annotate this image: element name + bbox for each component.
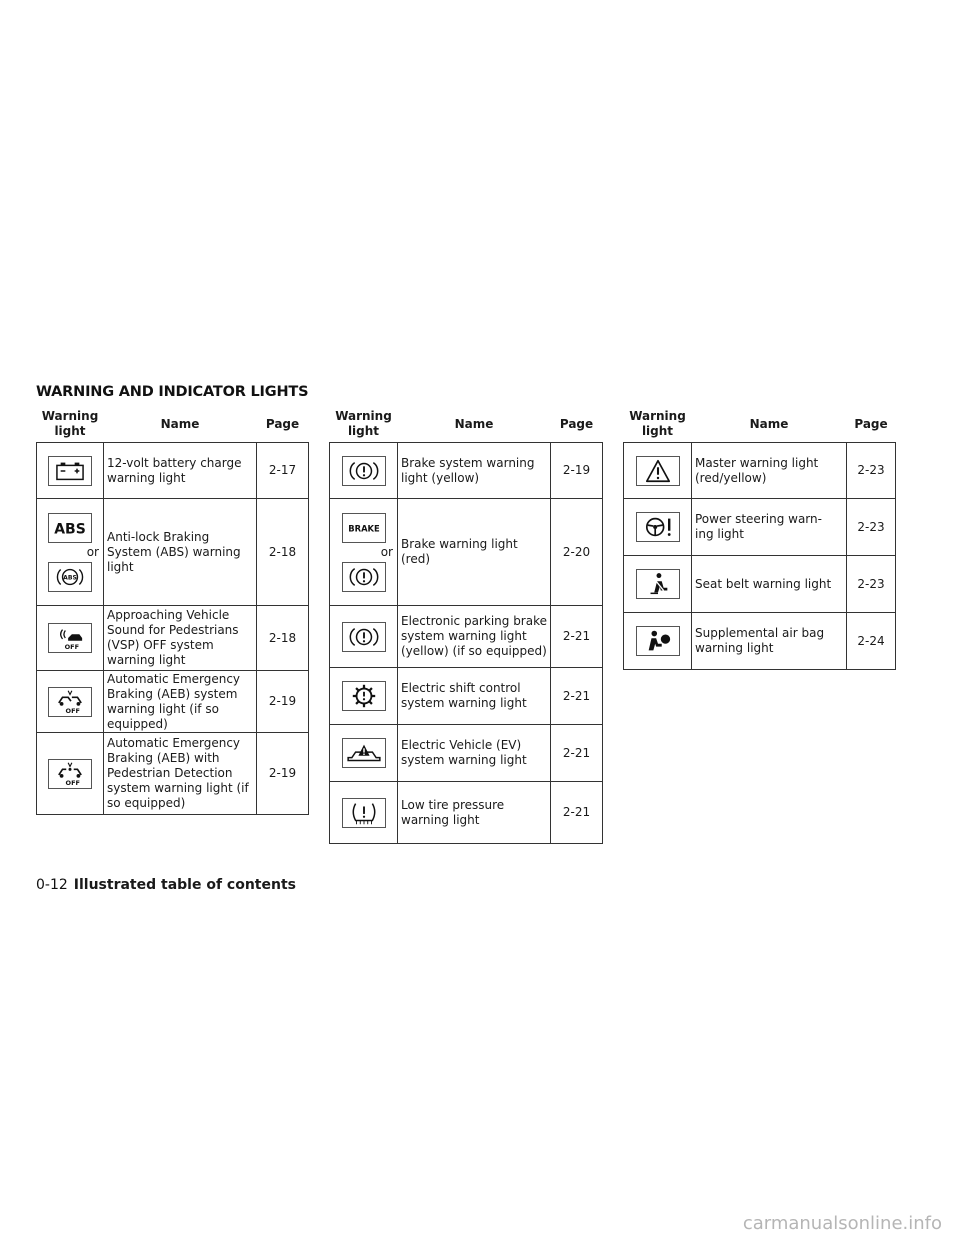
table-row (330, 606, 603, 668)
table-row (37, 443, 309, 499)
table-row (624, 443, 896, 499)
ev-car-icon (342, 738, 386, 768)
table-row (624, 556, 896, 613)
shift-gear-icon (342, 681, 386, 711)
row-page: 2-23 (847, 499, 896, 556)
table-row (37, 671, 309, 733)
row-page: 2-21 (551, 668, 603, 725)
row-name: Brake system warning light (yellow) (398, 443, 551, 499)
row-name: 12-volt battery charge warning light (104, 443, 257, 499)
parking-brake-icon (342, 622, 386, 652)
row-name: Master warning light (red/yellow) (692, 443, 847, 499)
row-name: Anti-lock Braking System (ABS) warning light (104, 499, 257, 606)
header-page: Page (257, 406, 309, 443)
row-page: 2-19 (257, 733, 309, 815)
row-page: 2-24 (847, 613, 896, 670)
section-title: WARNING AND INDICATOR LIGHTS (36, 384, 309, 400)
power-steering-icon (636, 512, 680, 542)
aeb-off-icon (48, 687, 92, 717)
or-label: or (380, 544, 393, 559)
row-name: Brake warning light (red) (398, 499, 551, 606)
header-name: Name (692, 406, 847, 443)
seat-belt-icon (636, 569, 680, 599)
row-page: 2-18 (257, 499, 309, 606)
brake-text-icon (342, 513, 386, 543)
header-name: Name (398, 406, 551, 443)
brake-circle-icon (342, 456, 386, 486)
table-row (37, 499, 309, 606)
aeb-pedestrian-off-icon (48, 759, 92, 789)
row-name: Approaching Vehicle Sound for Pedestrians (VSP) OFF system warning light (104, 606, 257, 671)
row-page: 2-19 (257, 671, 309, 733)
table-row (37, 733, 309, 815)
table-row (330, 499, 603, 606)
master-warning-icon (636, 456, 680, 486)
row-page: 2-21 (551, 606, 603, 668)
table-row (624, 499, 896, 556)
page-number: 0-12 (36, 877, 68, 893)
row-name: Power steering warn- ing light (692, 499, 847, 556)
battery-icon (48, 456, 92, 486)
row-name: Low tire pressure warning light (398, 782, 551, 844)
row-name: Supplemental air bag warning light (692, 613, 847, 670)
table-row (330, 782, 603, 844)
table-row (330, 443, 603, 499)
table-row (37, 606, 309, 671)
footer-title: Illustrated table of contents (73, 877, 296, 893)
abs-circle-icon (48, 562, 92, 592)
row-name: Seat belt warning light (692, 556, 847, 613)
header-page: Page (847, 406, 896, 443)
abs-circle-icon-text: ABS (63, 573, 77, 581)
aeb-off-icon-text: OFF (65, 706, 81, 715)
warning-lights-table-left (36, 406, 309, 815)
header-name: Name (104, 406, 257, 443)
brake-circle-icon (342, 562, 386, 592)
row-page: 2-18 (257, 606, 309, 671)
row-name: Automatic Emergency Braking (AEB) system warning light (if so equipped) (104, 671, 257, 733)
table-row (624, 613, 896, 670)
vsp-off-icon-text: OFF (64, 643, 80, 652)
air-bag-icon (636, 626, 680, 656)
row-page: 2-21 (551, 725, 603, 782)
watermark: carmanualsonline.info (742, 1213, 942, 1234)
header-warning-light: Warning light (330, 406, 398, 443)
row-name: Electric Vehicle (EV) system warning light (398, 725, 551, 782)
table-row (330, 668, 603, 725)
row-page: 2-23 (847, 443, 896, 499)
row-page: 2-17 (257, 443, 309, 499)
row-name: Automatic Emergency Braking (AEB) with Pedestrian Detection system warning light (if so equipped) (104, 733, 257, 815)
table-row (330, 725, 603, 782)
row-name: Electronic parking brake system warning light (yellow) (if so equipped) (398, 606, 551, 668)
tire-pressure-icon (342, 798, 386, 828)
header-page: Page (551, 406, 603, 443)
warning-lights-table-right (623, 406, 896, 670)
abs-icon (48, 513, 92, 543)
warning-lights-table-middle (329, 406, 603, 844)
header-warning-light: Warning light (624, 406, 692, 443)
abs-icon-text: ABS (54, 521, 86, 538)
page-footer (36, 877, 296, 893)
row-name: Electric shift control system warning light (398, 668, 551, 725)
row-page: 2-20 (551, 499, 603, 606)
row-page: 2-21 (551, 782, 603, 844)
brake-text-icon-text: BRAKE (347, 523, 380, 534)
row-page: 2-19 (551, 443, 603, 499)
header-warning-light: Warning light (37, 406, 104, 443)
aeb-pedestrian-off-icon-text: OFF (65, 778, 81, 787)
vsp-off-icon (48, 623, 92, 653)
row-page: 2-23 (847, 556, 896, 613)
or-label: or (86, 544, 99, 559)
